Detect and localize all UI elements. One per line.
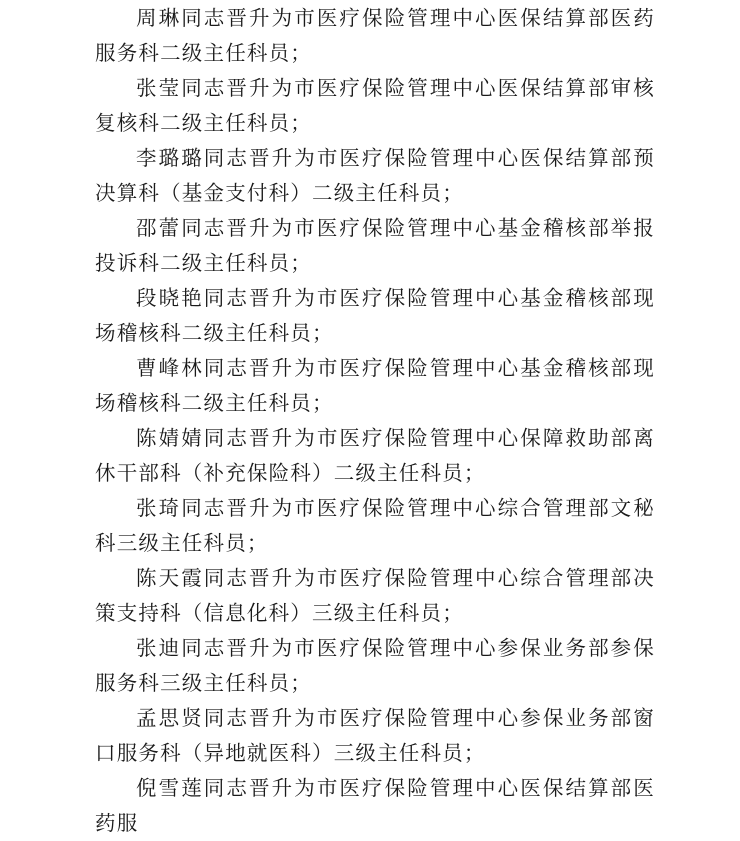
paragraph-promotion-12: 倪雪莲同志晋升为市医疗保险管理中心医保结算部医药服 <box>95 776 655 835</box>
paragraph-promotion-11: 孟思贤同志晋升为市医疗保险管理中心参保业务部窗口服务科（异地就医科）三级主任科员； <box>95 706 655 765</box>
paragraph-promotion-7: 陈婧婧同志晋升为市医疗保险管理中心保障救助部离休干部科（补充保险科）二级主任科员； <box>95 426 655 485</box>
paragraph-promotion-1: 周琳同志晋升为市医疗保险管理中心医保结算部医药服务科二级主任科员； <box>95 6 655 65</box>
paragraph-promotion-6: 曹峰林同志晋升为市医疗保险管理中心基金稽核部现场稽核科二级主任科员； <box>95 356 655 415</box>
paragraph-promotion-10: 张迪同志晋升为市医疗保险管理中心参保业务部参保服务科三级主任科员； <box>95 636 655 695</box>
paragraph-promotion-9: 陈天霞同志晋升为市医疗保险管理中心综合管理部决策支持科（信息化科）三级主任科员； <box>95 566 655 625</box>
paragraph-promotion-8: 张琦同志晋升为市医疗保险管理中心综合管理部文秘科三级主任科员； <box>95 496 655 555</box>
paragraph-promotion-2: 张莹同志晋升为市医疗保险管理中心医保结算部审核复核科二级主任科员； <box>95 76 655 135</box>
paragraph-promotion-5: 段晓艳同志晋升为市医疗保险管理中心基金稽核部现场稽核科二级主任科员； <box>95 286 655 345</box>
paragraph-promotion-3: 李璐璐同志晋升为市医疗保险管理中心医保结算部预决算科（基金支付科）二级主任科员； <box>95 146 655 205</box>
paragraph-promotion-4: 邵蕾同志晋升为市医疗保险管理中心基金稽核部举报投诉科二级主任科员； <box>95 216 655 275</box>
